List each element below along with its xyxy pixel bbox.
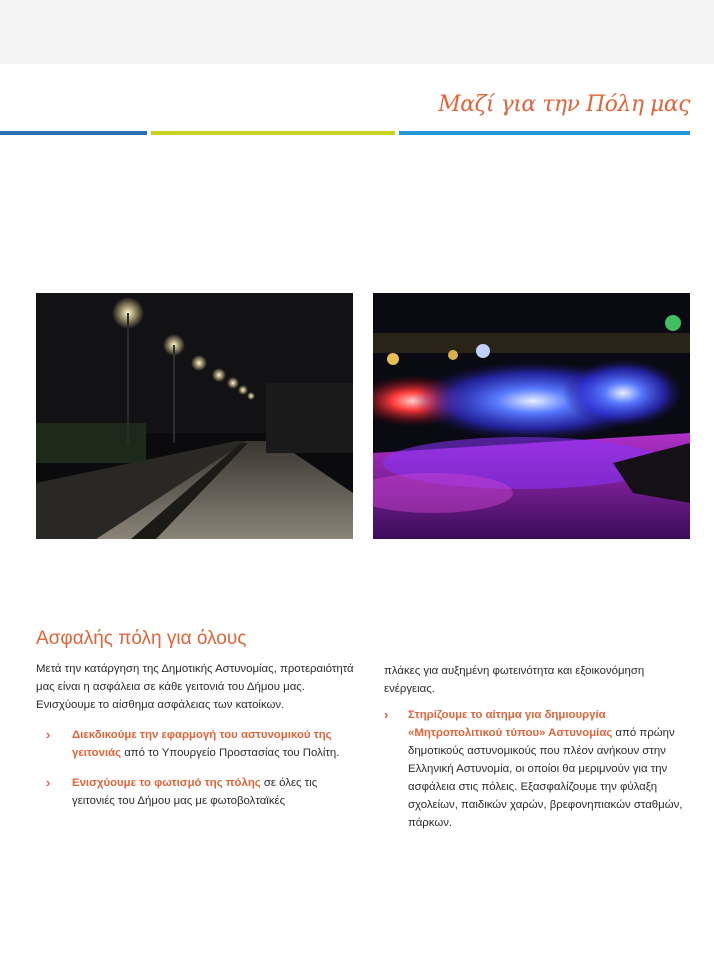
- chevron-right-icon: ›: [384, 707, 389, 722]
- stripe-blue: [0, 131, 147, 135]
- bullet-highlight: Διεκδικούμε την εφαρμογή του αστυνομικού της γειτονιάς: [72, 729, 332, 759]
- campaign-slogan: Μαζί για την Πόλη μας: [438, 92, 690, 117]
- top-bar: [0, 0, 714, 64]
- bullet-text: από πρώην δημοτικούς αστυνομικούς που πλέον ανήκουν στην Ελληνική Αστυνομία, οι οποίοι θα μεριμνούν για την ασφάλεια στις πόλεις. Εξασφαλίζουμε την φύλαξη σχολείων, παιδικών χαρών, βρεφονηπιακών σταθμών, πάρκων.: [408, 727, 683, 829]
- police-siren-photo: [373, 293, 690, 539]
- text-column-left: [36, 660, 356, 810]
- list-item: [36, 774, 356, 810]
- stripe-yellow: [151, 131, 395, 135]
- list-item: [36, 726, 356, 762]
- list-item: [384, 706, 684, 832]
- section-title: Ασφαλής πόλη για όλους: [36, 628, 247, 649]
- street-lights-photo: [36, 293, 353, 539]
- bullet-text: από το Υπουργείο Προστασίας του Πολίτη.: [121, 747, 340, 759]
- bullet-highlight: Ενισχύουμε το φωτισμό της πόλης: [72, 777, 261, 789]
- bullet-text: σε όλες τις γειτονιές του Δήμου μας με φωτοβολταϊκές: [72, 777, 318, 807]
- intro-paragraph: Μετά την κατάργηση της Δημοτικής Αστυνομίας, προτεραιότητά μας είναι η ασφάλεια σε κάθε γειτονιά του Δήμου μας. Ενισχύουμε το αίσθημα ασφάλειας των κατοίκων.: [36, 663, 354, 711]
- continuation-text: πλάκες για αυξημένη φωτεινότητα και εξοικονόμηση ενέργειας.: [384, 665, 645, 695]
- bullet-highlight: Στηρίζουμε το αίτημα για δημιουργία «Μητροπολιτικού τύπου» Αστυνομίας: [408, 709, 613, 739]
- color-stripe-divider: [0, 131, 714, 135]
- text-column-right: [384, 662, 684, 832]
- chevron-right-icon: ›: [46, 727, 51, 742]
- chevron-right-icon: ›: [46, 775, 51, 790]
- stripe-light-blue: [399, 131, 690, 135]
